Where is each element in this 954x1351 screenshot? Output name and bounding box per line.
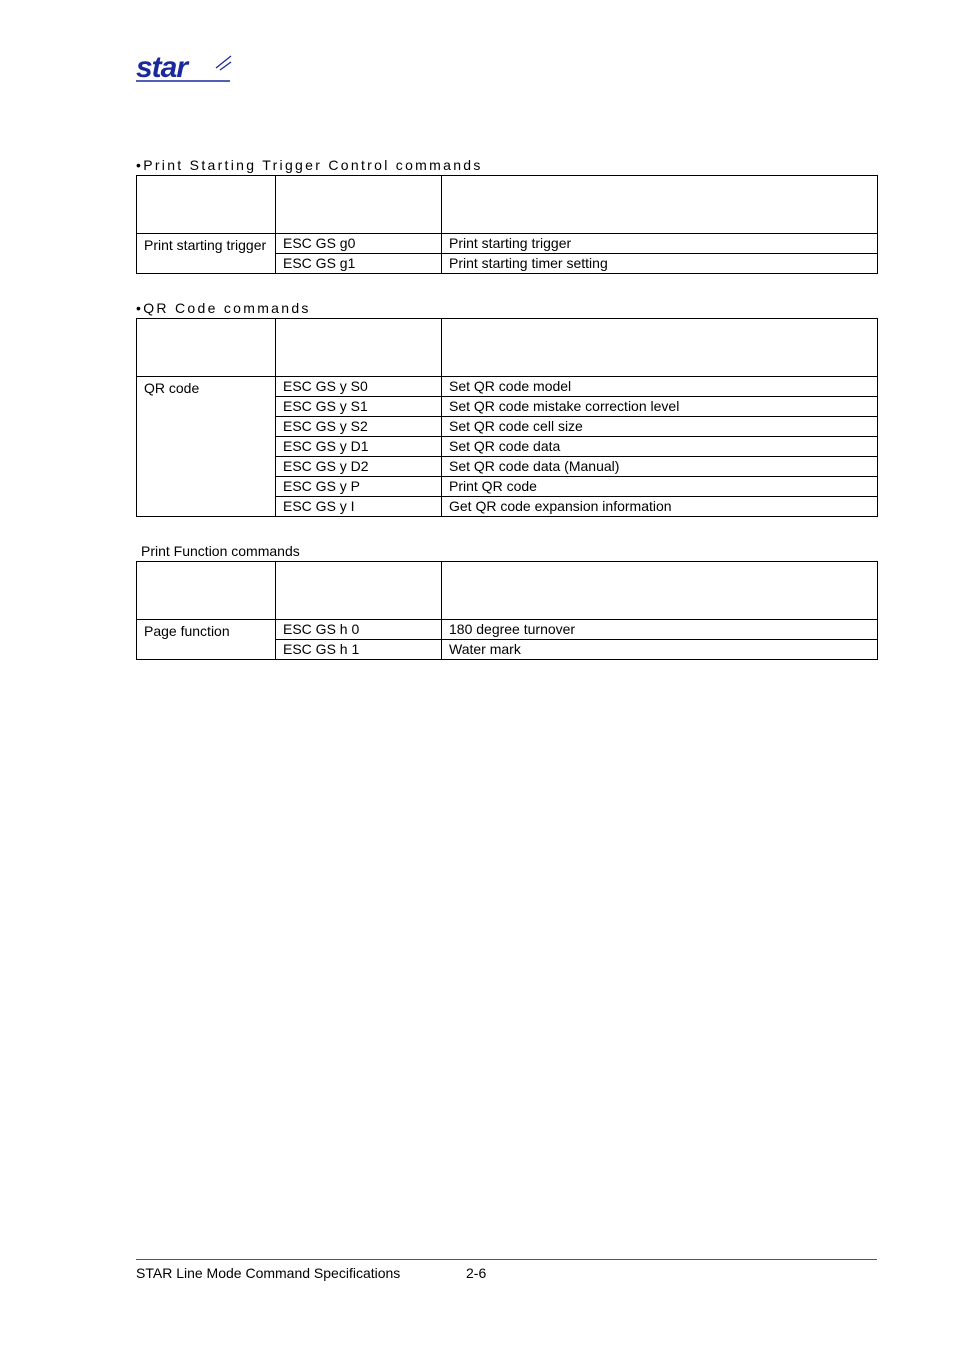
footer-divider (136, 1259, 877, 1260)
function-cell: Print QR code (442, 477, 878, 497)
command-cell: ESC GS h 1 (276, 640, 442, 660)
function-cell: Set QR code cell size (442, 417, 878, 437)
function-cell: Set QR code data (Manual) (442, 457, 878, 477)
trigger-commands-table (136, 175, 878, 274)
print-function-commands-table (136, 561, 878, 660)
footer-doc-title: STAR Line Mode Command Specifications (136, 1265, 401, 1281)
function-cell: Set QR code data (442, 437, 878, 457)
command-cell: ESC GS g0 (276, 234, 442, 254)
category-cell: Page function (137, 620, 276, 660)
table-row (137, 234, 878, 254)
command-cell: ESC GS y S2 (276, 417, 442, 437)
footer-page-number: 2-6 (466, 1265, 487, 1281)
function-cell: Set QR code mistake correction level (442, 397, 878, 417)
command-cell: ESC GS g1 (276, 254, 442, 274)
function-cell: Water mark (442, 640, 878, 660)
star-logo (136, 50, 232, 84)
logo-text: star (136, 51, 188, 84)
command-cell: ESC GS h 0 (276, 620, 442, 640)
function-cell: Set QR code model (442, 377, 878, 397)
table-header-row (137, 176, 878, 234)
section-title-qr: •QR Code commands (136, 300, 311, 316)
command-cell: ESC GS y S0 (276, 377, 442, 397)
function-cell: Print starting trigger (442, 234, 878, 254)
command-cell: ESC GS y P (276, 477, 442, 497)
function-cell: Get QR code expansion information (442, 497, 878, 517)
category-cell: Print starting trigger (137, 234, 276, 274)
table-header-row (137, 319, 878, 377)
section-title-print-function: Print Function commands (141, 543, 300, 559)
table-header-row (137, 562, 878, 620)
category-cell: QR code (137, 377, 276, 517)
command-cell: ESC GS y D2 (276, 457, 442, 477)
logo-swoosh-icon (216, 56, 231, 70)
function-cell: 180 degree turnover (442, 620, 878, 640)
section-title-trigger: •Print Starting Trigger Control commands (136, 157, 483, 173)
command-cell: ESC GS y S1 (276, 397, 442, 417)
command-cell: ESC GS y I (276, 497, 442, 517)
table-row (137, 377, 878, 397)
table-row (137, 620, 878, 640)
qr-commands-table (136, 318, 878, 517)
command-cell: ESC GS y D1 (276, 437, 442, 457)
function-cell: Print starting timer setting (442, 254, 878, 274)
